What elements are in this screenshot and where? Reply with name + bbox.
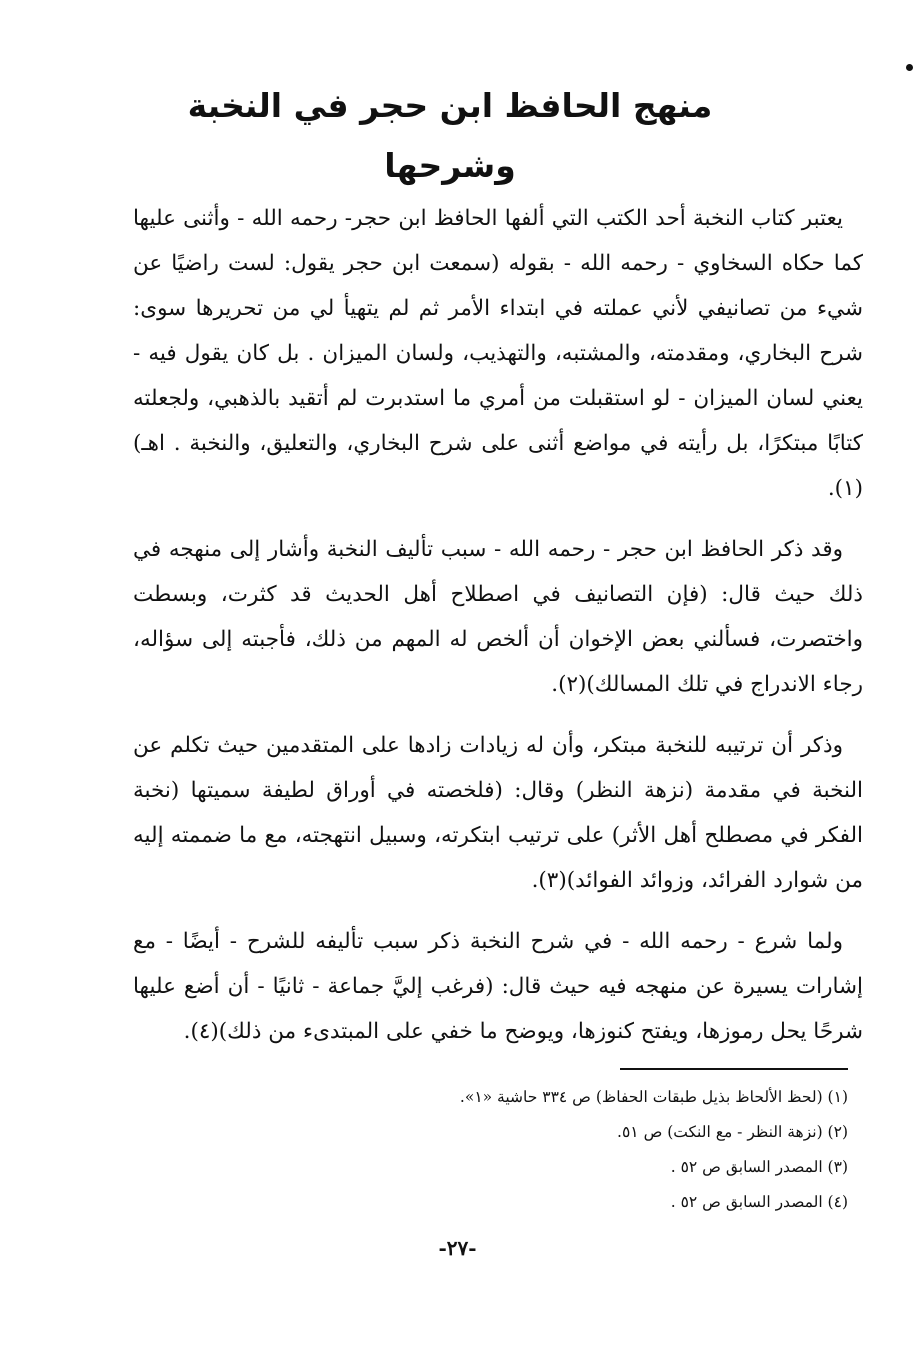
main-text <box>133 196 863 1070</box>
footnotes <box>380 1080 848 1220</box>
paragraph-2: وقد ذكر الحافظ ابن حجر - رحمه الله - سبب تأليف النخبة وأشار إلى منهجه في ذلك حيث قال: (فإن التصانيف في اصطلاح أهل الحديث قد كثرت، وبسطت واختصرت، فسألني بعض الإخوان أن ألخص له المهم من ذلك، فأجبته إلى سؤاله، رجاء الاندراج في تلك المسالك)(٢). <box>133 537 863 697</box>
footnote-4: (٤) المصدر السابق ص ٥٢ . <box>670 1193 848 1211</box>
scan-mark <box>906 64 913 71</box>
page-title: منهج الحافظ ابن حجر في النخبة وشرحها <box>187 86 713 185</box>
footnote-1: (١) (لحظ الألحاظ بذيل طبقات الحفاظ) ص ٣٣٤ حاشية «١». <box>459 1088 848 1106</box>
footnote-2: (٢) (نزهة النظر - مع النكت) ص ٥١. <box>617 1123 848 1141</box>
paragraph-4: ولما شرع - رحمه الله - في شرح النخبة ذكر سبب تأليفه للشرح - أيضًا - مع إشارات يسيرة عن منهجه فيه حيث قال: (فرغب إليَّ جماعة - ثانيًا - أن أضع عليها شرحًا يحل رموزها، ويفتح كنوزها، ويوضح ما خفي على المبتدىء من ذلك)(٤). <box>133 929 863 1044</box>
footnote-separator <box>620 1068 848 1070</box>
footnote-3: (٣) المصدر السابق ص ٥٢ . <box>670 1158 848 1176</box>
page-number: -٢٧- <box>438 1236 477 1260</box>
paragraph-3: وذكر أن ترتيبه للنخبة مبتكر، وأن له زيادات زادها على المتقدمين حيث تكلم عن النخبة في مقدمة (نزهة النظر) وقال: (فلخصته في أوراق لطيفة سميتها (نخبة الفكر في مصطلح أهل الأثر) على ترتيب ابتكرته، وسبيل انتهجته، مع ما ضممته إليه من شوارد الفرائد، وزوائد الفوائد)(٣). <box>133 733 863 893</box>
paragraph-1: يعتبر كتاب النخبة أحد الكتب التي ألفها الحافظ ابن حجر- رحمه الله - وأثنى عليها كما حكاه السخاوي - رحمه الله - بقوله (سمعت ابن حجر يقول: لست راضيًا عن شيء من تصانيفي لأني عملته في ابتداء الأمر ثم لم يتهيأ لي من تحريرها سوى: شرح البخاري، ومقدمته، والمشتبه، والتهذيب، ولسان الميزان . بل كان يقول فيه - يعني لسان الميزان - لو استقبلت من أمري ما استدبرت لم أتقيد بالذهبي، ولجعلته كتابًا مبتكرًا، بل رأيته في مواضع أثنى على شرح البخاري، والتعليق، والنخبة . اهـ)(١). <box>133 206 863 501</box>
